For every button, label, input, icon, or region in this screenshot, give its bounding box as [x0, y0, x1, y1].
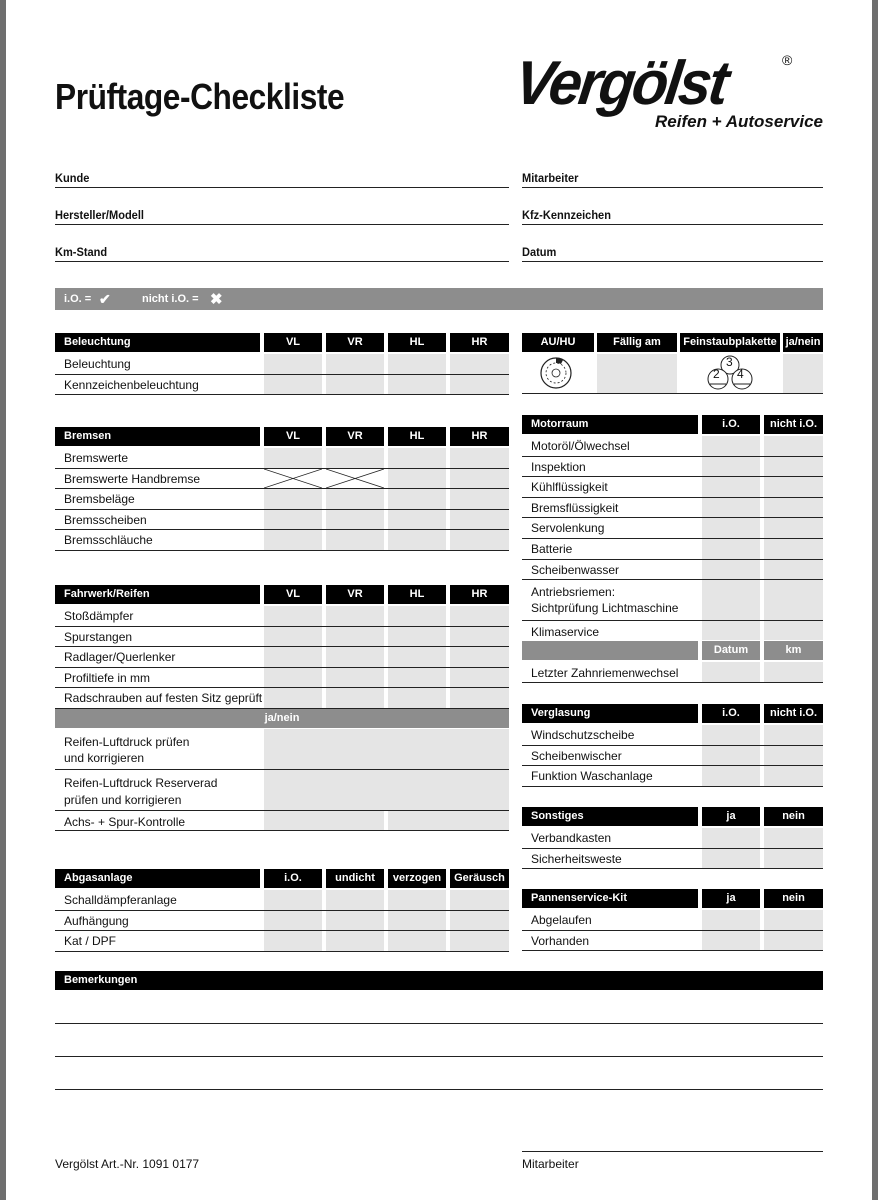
sonstiges-header: Sonstiges [522, 807, 698, 826]
sonstiges-cell[interactable] [764, 849, 823, 869]
verglasung-col-1: nicht i.O. [764, 704, 823, 723]
beleuchtung-col-2: HL [388, 333, 446, 352]
beleuchtung-cell[interactable] [450, 375, 509, 395]
sonstiges-cell[interactable] [702, 849, 760, 869]
fahrwerk-col-3: HR [450, 585, 509, 604]
motorraum-sub-col-0: Datum [702, 641, 760, 660]
fahrwerk-cell[interactable] [450, 627, 509, 647]
fahrwerk-header: Fahrwerk/Reifen [55, 585, 260, 604]
sonstiges-cell[interactable] [702, 828, 760, 848]
verglasung-row-label: Windschutzscheibe [531, 728, 635, 742]
abgas-cell[interactable] [326, 890, 384, 910]
panne-row-label: Vorhanden [531, 933, 590, 948]
bremsen-cell[interactable] [450, 469, 509, 489]
motorraum-cell[interactable] [764, 621, 823, 640]
bremsen-cell[interactable] [450, 448, 509, 468]
verglasung-header: Verglasung [522, 704, 698, 723]
abgas-col-1: undicht [326, 869, 384, 888]
abgas-cell[interactable] [264, 911, 322, 931]
sonstiges-col-0: ja [702, 807, 760, 826]
bremsen-row-label: Bremsschläuche [64, 533, 153, 548]
fahrwerk-row-label: Radlager/Querlenker [64, 650, 176, 665]
motorraum-cell[interactable] [702, 477, 760, 497]
license-plate-field[interactable]: Kfz-Kennzeichen [522, 208, 823, 225]
bremsen-cell[interactable] [450, 530, 509, 550]
fahrwerk-cell[interactable] [388, 668, 446, 688]
fahrwerk-col-1: VR [326, 585, 384, 604]
bremsen-row-label: Bremsscheiben [64, 512, 147, 527]
panne-col-0: ja [702, 889, 760, 908]
timing-belt-label: Letzter Zahnriemenwechsel [531, 666, 679, 681]
fahrwerk-cell[interactable] [450, 668, 509, 688]
beleuchtung-cell[interactable] [388, 354, 446, 374]
spare-pressure-cell[interactable] [264, 770, 509, 810]
sonstiges-row-rule [522, 868, 823, 869]
bremsen-cell[interactable] [326, 489, 384, 509]
due-date-cell[interactable] [597, 354, 677, 393]
employee-field[interactable]: Mitarbeiter [522, 171, 823, 188]
abgas-cell[interactable] [450, 911, 509, 931]
abgas-row-rule [55, 951, 509, 952]
motorraum-row-label: Bremsflüssigkeit [531, 500, 619, 515]
date-field[interactable]: Datum [522, 245, 823, 262]
motorraum-row-label: Scheibenwasser [531, 562, 620, 577]
bremsen-cell[interactable] [264, 489, 322, 509]
motorraum-cell[interactable] [702, 560, 760, 580]
panne-col-1: nein [764, 889, 823, 908]
abgas-cell[interactable] [264, 890, 322, 910]
motorraum-row-label: Motoröl/Ölwechsel [531, 439, 630, 453]
fahrwerk-cell[interactable] [450, 688, 509, 708]
fahrwerk-cell[interactable] [326, 606, 384, 626]
panne-cell[interactable] [702, 910, 760, 930]
verglasung-col-0: i.O. [702, 704, 760, 723]
belt-label-1: Antriebsriemen: [531, 585, 616, 600]
fahrwerk-cell[interactable] [264, 627, 322, 647]
fahrwerk-col-2: HL [388, 585, 446, 604]
panne-row-rule [522, 950, 823, 951]
motorraum-cell[interactable] [702, 457, 760, 477]
bremsen-cell[interactable] [388, 469, 446, 489]
bremsen-row-label: Bremsbeläge [64, 492, 135, 507]
abgas-row-label: Kat / DPF [64, 934, 117, 949]
bremsen-cell[interactable] [326, 448, 384, 468]
beleuchtung-cell[interactable] [264, 354, 322, 374]
motorraum-cell[interactable] [764, 498, 823, 518]
rule [55, 830, 509, 831]
yes-no-cell[interactable] [783, 354, 823, 393]
sonstiges-col-1: nein [764, 807, 823, 826]
customer-field[interactable]: Kunde [55, 171, 509, 188]
fahrwerk-cell[interactable] [264, 668, 322, 688]
motorraum-cell[interactable] [764, 457, 823, 477]
auhu-col-1: Fällig am [597, 333, 677, 352]
spare-pressure-label-2: prüfen und korrigieren [64, 793, 182, 807]
abgas-cell[interactable] [388, 911, 446, 931]
not-applicable-cross-1 [326, 469, 384, 488]
fahrwerk-cell[interactable] [388, 688, 446, 708]
abgas-row-label: Aufhängung [64, 913, 129, 928]
fahrwerk-cell[interactable] [388, 647, 446, 667]
sonstiges-row-label: Sicherheitsweste [531, 851, 622, 866]
remarks-header: Bemerkungen [55, 971, 823, 990]
remarks-line-0[interactable] [55, 1023, 823, 1024]
abgas-col-0: i.O. [264, 869, 322, 888]
plakette-number-4: 4 [737, 367, 744, 381]
beleuchtung-row-label: Beleuchtung [64, 357, 131, 371]
article-number: Vergölst Art.-Nr. 1091 0177 [55, 1157, 200, 1171]
timing-belt-km-cell[interactable] [764, 662, 823, 682]
bremsen-cell[interactable] [388, 448, 446, 468]
abgas-cell[interactable] [264, 931, 322, 951]
motorraum-col-0: i.O. [702, 415, 760, 434]
belt-label-2: Sichtprüfung Lichtmaschine [531, 601, 679, 616]
legend-not-ok-label: nicht i.O. = [142, 293, 199, 305]
inspection-sticker-icon [539, 356, 573, 390]
brand-logo [510, 49, 830, 134]
cross-icon: ✖ [210, 291, 223, 308]
timing-belt-date-cell[interactable] [702, 662, 760, 682]
verglasung-row-label: Funktion Waschanlage [531, 769, 653, 784]
motorraum-sub-col-1: km [764, 641, 823, 660]
legend-ok-label: i.O. = [64, 293, 92, 305]
alignment-cell-2[interactable] [388, 811, 509, 830]
fahrwerk-cell[interactable] [326, 668, 384, 688]
motorraum-row-label: Kühlflüssigkeit [531, 480, 608, 495]
fahrwerk-row-label: Radschrauben auf festen Sitz geprüft [64, 691, 263, 706]
motorraum-cell[interactable] [764, 436, 823, 456]
tire-pressure-label-1: Reifen-Luftdruck prüfen [64, 735, 190, 749]
fahrwerk-cell[interactable] [450, 647, 509, 667]
motorraum-col-1: nicht i.O. [764, 415, 823, 434]
motorraum-cell[interactable] [702, 621, 760, 640]
bremsen-row-label: Bremswerte Handbremse [64, 471, 201, 486]
signature-line[interactable] [522, 1151, 823, 1152]
fahrwerk-cell[interactable] [326, 688, 384, 708]
beleuchtung-row-rule [55, 394, 509, 395]
verglasung-cell[interactable] [702, 725, 760, 745]
bremsen-cell[interactable] [326, 510, 384, 530]
bremsen-cell[interactable] [388, 489, 446, 509]
bremsen-row-rule [55, 550, 509, 551]
beleuchtung-cell[interactable] [326, 375, 384, 395]
bremsen-cell[interactable] [450, 510, 509, 530]
bremsen-col-0: VL [264, 427, 322, 446]
make-model-field[interactable]: Hersteller/Modell [55, 208, 509, 225]
fahrwerk-cell[interactable] [326, 627, 384, 647]
motorraum-cell[interactable] [764, 518, 823, 538]
verglasung-cell[interactable] [764, 766, 823, 786]
motorraum-cell[interactable] [702, 580, 760, 620]
motorraum-cell[interactable] [764, 477, 823, 497]
verglasung-cell[interactable] [764, 725, 823, 745]
verglasung-row-label: Scheibenwischer [531, 748, 622, 763]
motorraum-cell[interactable] [702, 498, 760, 518]
beleuchtung-cell[interactable] [326, 354, 384, 374]
panne-cell[interactable] [702, 931, 760, 951]
logo-wordmark: Vergölst [510, 49, 731, 118]
verglasung-cell[interactable] [764, 746, 823, 766]
beleuchtung-cell[interactable] [264, 375, 322, 395]
alignment-cell-1[interactable] [264, 811, 384, 830]
logo-registered-mark: ® [782, 52, 793, 68]
tire-pressure-cell[interactable] [264, 729, 509, 769]
plakette-number-2: 2 [713, 367, 720, 381]
motorraum-row-label: Inspektion [531, 459, 586, 474]
motorraum-cell[interactable] [702, 436, 760, 456]
panne-cell[interactable] [764, 910, 823, 930]
fahrwerk-row-label: Spurstangen [64, 629, 133, 644]
auhu-rule [522, 393, 823, 394]
motorraum-sub-bar [522, 641, 698, 660]
motorraum-row-label: Servolenkung [531, 521, 605, 536]
bremsen-cell[interactable] [264, 448, 322, 468]
abgas-cell[interactable] [450, 890, 509, 910]
fahrwerk-cell[interactable] [264, 606, 322, 626]
rule [522, 682, 823, 683]
tire-pressure-label-2: und korrigieren [64, 751, 145, 765]
bremsen-cell[interactable] [264, 530, 322, 550]
fahrwerk-col-0: VL [264, 585, 322, 604]
abgas-row-label: Schalldämpferanlage [64, 893, 177, 907]
verglasung-cell[interactable] [702, 746, 760, 766]
bremsen-col-3: HR [450, 427, 509, 446]
checklist-page [6, 0, 872, 1200]
plakette-number-3: 3 [726, 355, 733, 369]
abgas-cell[interactable] [388, 931, 446, 951]
abgas-cell[interactable] [326, 931, 384, 951]
beleuchtung-cell[interactable] [450, 354, 509, 374]
beleuchtung-cell[interactable] [388, 375, 446, 395]
legend-bar [55, 288, 823, 310]
bremsen-row-label: Bremswerte [64, 451, 129, 465]
auhu-col-3: ja/nein [783, 333, 823, 352]
fahrwerk-cell[interactable] [388, 606, 446, 626]
abgas-col-3: Geräusch [450, 869, 509, 888]
motorraum-cell[interactable] [764, 560, 823, 580]
beleuchtung-col-3: HR [450, 333, 509, 352]
motorraum-header: Motorraum [522, 415, 698, 434]
bremsen-col-2: HL [388, 427, 446, 446]
bremsen-col-1: VR [326, 427, 384, 446]
verglasung-cell[interactable] [702, 766, 760, 786]
abgas-header: Abgasanlage [55, 869, 260, 888]
fahrwerk-cell[interactable] [264, 688, 322, 708]
beleuchtung-col-1: VR [326, 333, 384, 352]
fahrwerk-row-label: Profiltiefe in mm [64, 670, 151, 685]
fahrwerk-cell[interactable] [264, 647, 322, 667]
motorraum-cell[interactable] [764, 580, 823, 620]
beleuchtung-col-0: VL [264, 333, 322, 352]
alignment-label: Achs- + Spur-Kontrolle [64, 815, 186, 829]
bremsen-cell[interactable] [388, 510, 446, 530]
fahrwerk-yes-no-bar: ja/nein [55, 709, 509, 728]
spare-pressure-label-1: Reifen-Luftdruck Reserverad [64, 776, 218, 790]
motorraum-cell[interactable] [702, 539, 760, 559]
mileage-field[interactable]: Km-Stand [55, 245, 509, 262]
fahrwerk-row-label: Stoßdämpfer [64, 609, 134, 623]
panne-header: Pannenservice-Kit [522, 889, 698, 908]
aircon-label: Klimaservice [531, 625, 600, 640]
bremsen-header: Bremsen [55, 427, 260, 446]
auhu-col-0: AU/HU [522, 333, 594, 352]
abgas-cell[interactable] [450, 931, 509, 951]
verglasung-row-rule [522, 786, 823, 787]
beleuchtung-row-label: Kennzeichenbeleuchtung [64, 377, 199, 392]
abgas-col-2: verzogen [388, 869, 446, 888]
panne-row-label: Abgelaufen [531, 913, 592, 927]
abgas-cell[interactable] [388, 890, 446, 910]
beleuchtung-header: Beleuchtung [55, 333, 260, 352]
sonstiges-cell[interactable] [764, 828, 823, 848]
not-applicable-cross-0 [264, 469, 322, 488]
motorraum-cell[interactable] [764, 539, 823, 559]
logo-tagline: Reifen + Autoservice [655, 112, 824, 131]
bremsen-cell[interactable] [450, 489, 509, 509]
fahrwerk-cell[interactable] [326, 647, 384, 667]
signature-label: Mitarbeiter [522, 1157, 579, 1171]
bremsen-cell[interactable] [264, 510, 322, 530]
checkmark-icon: ✔ [99, 291, 111, 307]
abgas-cell[interactable] [326, 911, 384, 931]
motorraum-cell[interactable] [702, 518, 760, 538]
bremsen-cell[interactable] [388, 530, 446, 550]
page-title: Prüftage-Checkliste [55, 76, 345, 117]
fahrwerk-cell[interactable] [388, 627, 446, 647]
sonstiges-row-label: Verbandkasten [531, 831, 612, 845]
bremsen-cell[interactable] [326, 530, 384, 550]
remarks-line-2[interactable] [55, 1089, 823, 1090]
panne-cell[interactable] [764, 931, 823, 951]
remarks-line-1[interactable] [55, 1056, 823, 1057]
auhu-col-2: Feinstaubplakette [680, 333, 780, 352]
fahrwerk-cell[interactable] [450, 606, 509, 626]
motorraum-row-label: Batterie [531, 542, 573, 556]
